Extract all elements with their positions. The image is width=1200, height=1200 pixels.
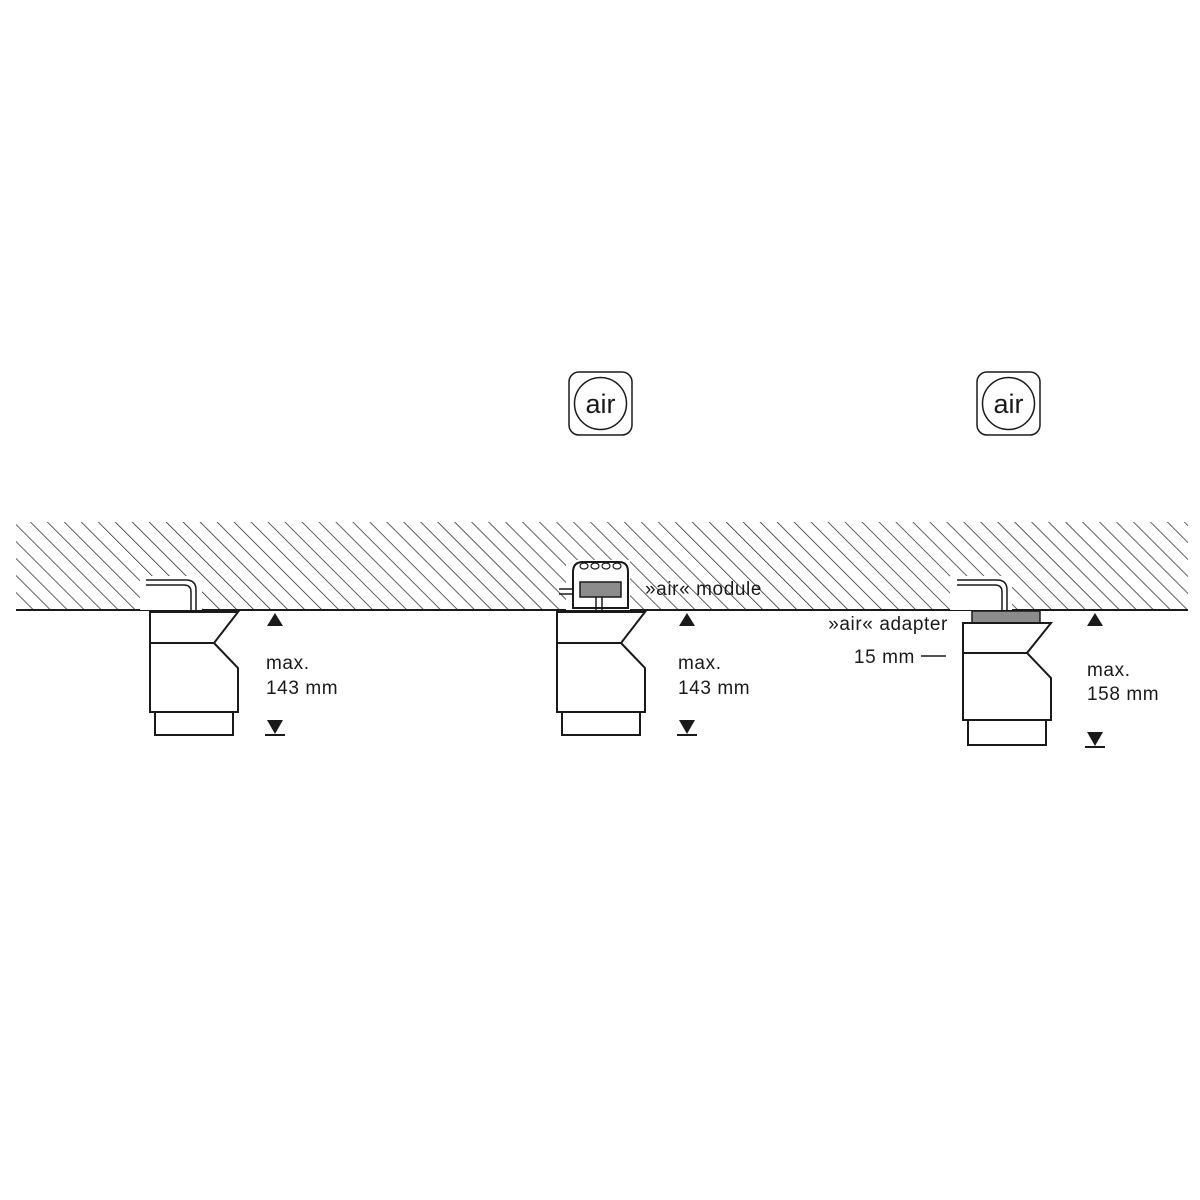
air-adapter	[972, 611, 1040, 623]
dimension-label-3-line2: 158 mm	[1087, 684, 1160, 705]
air-adapter-label: »air« adapter	[828, 614, 948, 635]
arrow-down-icon	[1087, 732, 1103, 746]
arrow-up-icon	[679, 613, 695, 626]
air-module-label: »air« module	[645, 579, 763, 600]
air-module-body	[580, 582, 621, 597]
spotlight-housing	[150, 612, 238, 712]
spotlight-variant-2	[557, 562, 762, 735]
arrow-up-icon	[267, 613, 283, 626]
spotlight-housing	[557, 612, 645, 712]
dimension-label-1-line1: max.	[266, 653, 310, 674]
dimension-label-2-line1: max.	[678, 653, 722, 674]
air-badge-2	[977, 372, 1040, 435]
air-badge-1	[569, 372, 632, 435]
badge-1-text: air	[585, 389, 616, 419]
arrow-up-icon	[1087, 613, 1103, 626]
spotlight-ring	[968, 720, 1046, 745]
adapter-height-label: 15 mm	[853, 647, 915, 668]
dimension-label-1-line2: 143 mm	[266, 678, 339, 699]
spotlight-ring	[562, 712, 640, 735]
badge-2-text: air	[993, 389, 1024, 419]
dimension-label-2-line2: 143 mm	[678, 678, 751, 699]
spotlight-housing	[963, 623, 1051, 720]
arrow-down-icon	[679, 720, 695, 734]
arrow-down-icon	[267, 720, 283, 734]
dimension-label-3-line1: max.	[1087, 660, 1131, 681]
spotlight-ring	[155, 712, 233, 735]
